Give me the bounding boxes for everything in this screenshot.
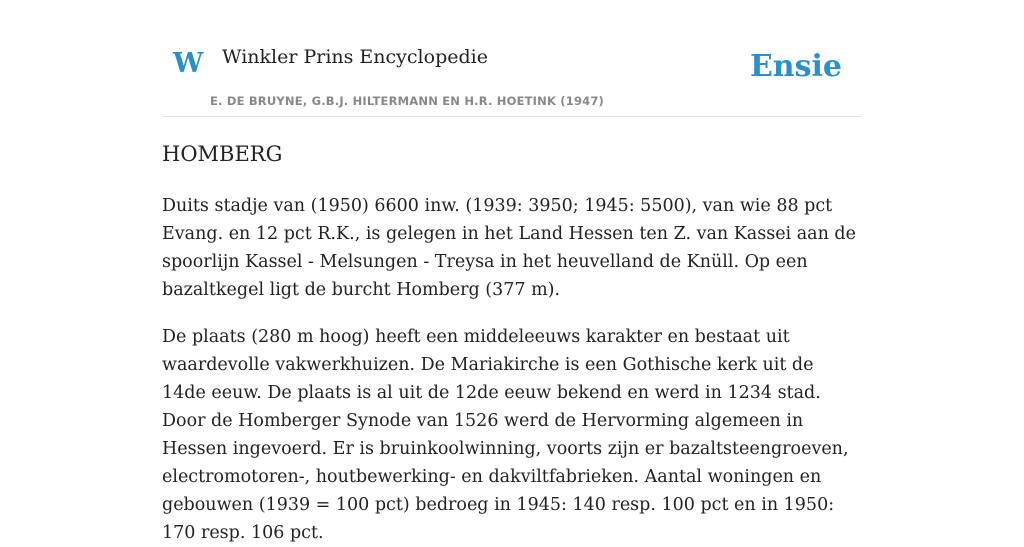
- article-paragraph: De plaats (280 m hoog) heeft een middeleeuws karakter en bestaat uit waardevolle vakwerkhuizen. De Mariakirche is een Gothische kerk uit de 14de eeuw. De plaats is al uit de 12de eeuw bekend en werd in 1234 stad. Door de Homberger Synode van 1526 werd de Hervorming algemeen in Hessen ingevoerd. Er is bruinkoolwinning, voorts zijn er bazaltsteengroeven, electromotoren-, houtbewerking- en dakviltfabrieken. Aantal woningen en gebouwen (1939 = 100 pct) bedroeg in 1945: 140 resp. 100 pct en in 1950: 170 resp. 106 pct.: [162, 327, 849, 543]
- publication-logo[interactable]: W: [173, 48, 204, 79]
- article: [162, 138, 862, 547]
- publication-authors: E. DE BRUYNE, G.B.J. HILTERMANN EN H.R. HOETINK (1947): [210, 94, 605, 108]
- ensie-logo[interactable]: Ensie: [749, 49, 842, 84]
- page-header: [162, 0, 862, 117]
- publication-title[interactable]: Winkler Prins Encyclopedie: [222, 46, 488, 68]
- article-title: HOMBERG: [162, 142, 283, 166]
- article-paragraph: Duits stadje van (1950) 6600 inw. (1939: 3950; 1945: 5500), van wie 88 pct Evang. en 12 pct R.K., is gelegen in het Land Hessen ten Z. van Kassei aan de spoorlijn Kassel - Melsungen - Treysa in het heuvelland de Knüll. Op een bazaltkegel ligt de burcht Homberg (377 m).: [162, 196, 856, 300]
